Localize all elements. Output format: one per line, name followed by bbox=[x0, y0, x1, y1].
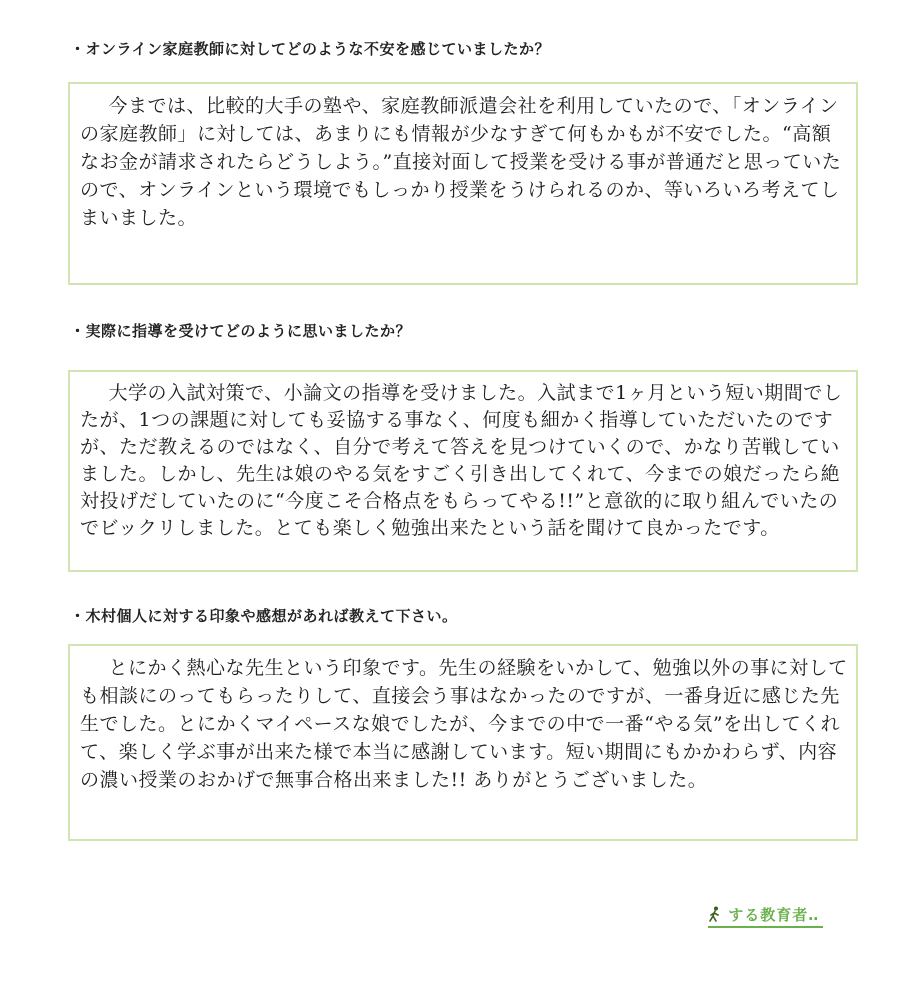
signature-underline bbox=[708, 926, 823, 928]
answer-box-1 bbox=[68, 82, 858, 285]
answer-text-3: とにかく熱心な先生という印象です。先生の経験をいかして、勉強以外の事に対しても相談にのってもらったりして、直接会う事はなかったのですが、一番身近に感じた先生でした。とにかくマイペースな娘でしたが、今までの中で一番“やる気”を出してくれて、楽しく学ぶ事が出来た様で本当に感謝しています。短い期間にもかかわらず、内容の濃い授業のおかげで無事合格出来ました!! ありがとうございました。 bbox=[80, 657, 848, 791]
answer-text-2: 大学の入試対策で、小論文の指導を受けました。入試まで1ヶ月という短い期間でしたが、1つの課題に対しても妥協する事なく、何度も細かく指導していただいたのですが、ただ教えるのではなく、自分で考えて答えを見つけていくので、かなり苦戦していました。しかし、先生は娘のやる気をすごく引き出してくれて、今までの娘だったら絶対投げだしていたのに“今度こそ合格点をもらってやる!!”と意欲的に取り組んでいたのでビックリしました。とても楽しく勉強出来たという話を聞けて良かったです。 bbox=[80, 382, 843, 539]
answer-text-1: 今までは、比較的大手の塾や、家庭教師派遣会社を利用していたので、「オンラインの家庭教師」に対しては、あまりにも情報が少なすぎて何もかもが不安でした。“高額なお金が請求されたらどうしよう。”直接対面して授業を受ける事が普通だと思っていたので、オンラインという環境でもしっかり授業をうけられるのか、等いろいろ考えてしまいました。 bbox=[80, 95, 842, 229]
signature-text: する教育者 bbox=[728, 906, 809, 924]
signature-logo bbox=[708, 904, 819, 925]
question-3: ・木村個人に対する印象や感想があれば教えて下さい。 bbox=[70, 607, 458, 625]
person-walking-icon bbox=[708, 906, 728, 924]
answer-box-3 bbox=[68, 644, 858, 841]
signature-dots: ‥ bbox=[808, 906, 820, 924]
question-1: ・オンライン家庭教師に対してどのような不安を感じていましたか？ bbox=[70, 40, 551, 58]
question-2: ・実際に指導を受けてどのように思いましたか？ bbox=[70, 322, 412, 340]
answer-box-2 bbox=[68, 370, 858, 572]
